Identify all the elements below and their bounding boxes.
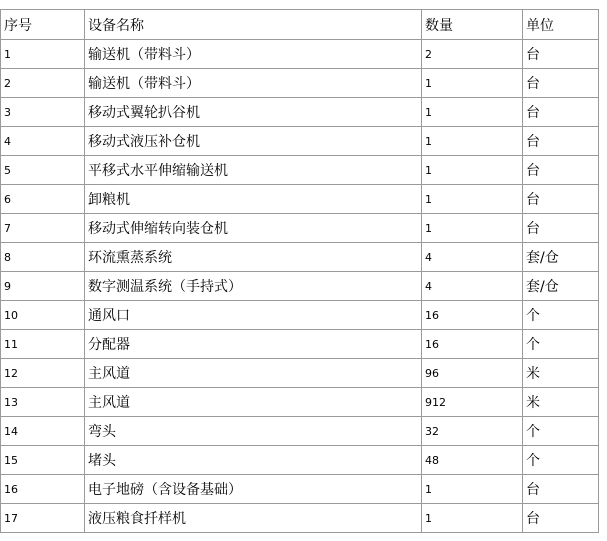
cell-unit: 台 (523, 127, 599, 156)
cell-unit: 台 (523, 40, 599, 69)
cell-serial-number: 10 (1, 301, 85, 330)
cell-quantity: 2 (422, 40, 523, 69)
cell-equipment-name: 分配器 (85, 330, 422, 359)
cell-unit: 台 (523, 504, 599, 533)
cell-unit: 台 (523, 98, 599, 127)
table-row (1, 475, 599, 504)
cell-serial-number: 1 (1, 40, 85, 69)
cell-quantity: 1 (422, 69, 523, 98)
cell-equipment-name: 主风道 (85, 388, 422, 417)
cell-quantity: 16 (422, 330, 523, 359)
cell-serial-number: 3 (1, 98, 85, 127)
cell-equipment-name: 弯头 (85, 417, 422, 446)
cell-equipment-name: 液压粮食扦样机 (85, 504, 422, 533)
cell-unit: 套/仓 (523, 272, 599, 301)
table-row (1, 446, 599, 475)
cell-quantity: 4 (422, 243, 523, 272)
cell-serial-number: 2 (1, 69, 85, 98)
cell-quantity: 1 (422, 156, 523, 185)
cell-serial-number: 7 (1, 214, 85, 243)
cell-equipment-name: 卸粮机 (85, 185, 422, 214)
table-row (1, 69, 599, 98)
cell-serial-number: 12 (1, 359, 85, 388)
table-row (1, 417, 599, 446)
cell-unit: 米 (523, 359, 599, 388)
cell-equipment-name: 输送机（带料斗） (85, 69, 422, 98)
cell-equipment-name: 数字测温系统（手持式） (85, 272, 422, 301)
cell-unit: 个 (523, 301, 599, 330)
cell-equipment-name: 输送机（带料斗） (85, 40, 422, 69)
table-row (1, 359, 599, 388)
cell-unit: 个 (523, 330, 599, 359)
cell-serial-number: 16 (1, 475, 85, 504)
cell-quantity: 1 (422, 127, 523, 156)
table-row (1, 127, 599, 156)
cell-quantity: 1 (422, 98, 523, 127)
table-row (1, 40, 599, 69)
cell-quantity: 912 (422, 388, 523, 417)
table-row (1, 156, 599, 185)
cell-quantity: 4 (422, 272, 523, 301)
cell-serial-number: 15 (1, 446, 85, 475)
cell-quantity: 1 (422, 185, 523, 214)
header-unit: 单位 (523, 10, 599, 40)
table-body (1, 40, 599, 533)
cell-serial-number: 6 (1, 185, 85, 214)
cell-quantity: 1 (422, 214, 523, 243)
cell-serial-number: 5 (1, 156, 85, 185)
cell-equipment-name: 移动式液压补仓机 (85, 127, 422, 156)
cell-quantity: 1 (422, 475, 523, 504)
cell-unit: 台 (523, 214, 599, 243)
cell-serial-number: 13 (1, 388, 85, 417)
cell-serial-number: 11 (1, 330, 85, 359)
table-row (1, 272, 599, 301)
table-header-row (1, 10, 599, 40)
cell-equipment-name: 移动式翼轮扒谷机 (85, 98, 422, 127)
table-row (1, 388, 599, 417)
cell-unit: 台 (523, 185, 599, 214)
cell-unit: 台 (523, 475, 599, 504)
cell-unit: 台 (523, 156, 599, 185)
cell-unit: 米 (523, 388, 599, 417)
cell-equipment-name: 电子地磅（含设备基础） (85, 475, 422, 504)
table-row (1, 330, 599, 359)
header-equipment-name: 设备名称 (85, 10, 422, 40)
cell-unit: 台 (523, 69, 599, 98)
table-row (1, 504, 599, 533)
equipment-table (0, 9, 599, 533)
table-row (1, 214, 599, 243)
header-serial-number: 序号 (1, 10, 85, 40)
cell-serial-number: 8 (1, 243, 85, 272)
cell-equipment-name: 移动式伸缩转向装仓机 (85, 214, 422, 243)
table-row (1, 301, 599, 330)
cell-unit: 个 (523, 446, 599, 475)
cell-quantity: 16 (422, 301, 523, 330)
cell-serial-number: 9 (1, 272, 85, 301)
cell-serial-number: 14 (1, 417, 85, 446)
cell-quantity: 96 (422, 359, 523, 388)
cell-unit: 套/仓 (523, 243, 599, 272)
table-row (1, 98, 599, 127)
cell-quantity: 32 (422, 417, 523, 446)
cell-serial-number: 4 (1, 127, 85, 156)
table-row (1, 243, 599, 272)
cell-equipment-name: 环流熏蒸系统 (85, 243, 422, 272)
cell-equipment-name: 通风口 (85, 301, 422, 330)
cell-equipment-name: 主风道 (85, 359, 422, 388)
cell-equipment-name: 堵头 (85, 446, 422, 475)
cell-serial-number: 17 (1, 504, 85, 533)
cell-unit: 个 (523, 417, 599, 446)
header-quantity: 数量 (422, 10, 523, 40)
cell-quantity: 48 (422, 446, 523, 475)
cell-equipment-name: 平移式水平伸缩输送机 (85, 156, 422, 185)
cell-quantity: 1 (422, 504, 523, 533)
table-row (1, 185, 599, 214)
